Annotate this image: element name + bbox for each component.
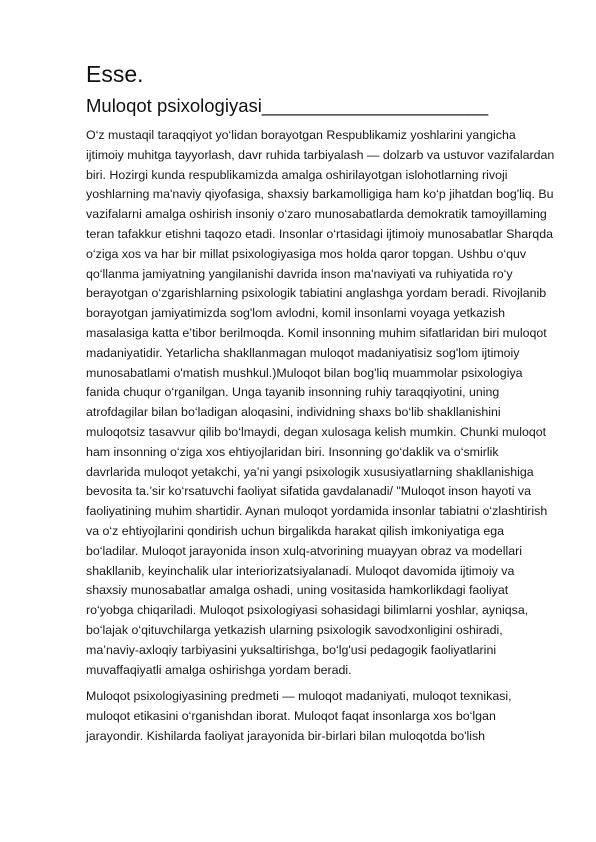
document-page (86, 60, 556, 754)
document-title: Esse. (86, 61, 144, 87)
body-paragraph-2: Muloqot psixologiyasining predmeti — muloqot madaniyati, muloqot texnikasi, muloqot etikasini o‘rganishdan iborat. Muloqot faqat insonlarga xos bo‘lgan jarayondir. Kishilarda faoliyat jarayonida bir-birlari bilan muloqotda bo'lish (86, 689, 512, 743)
body-paragraph-1: O‘z mustaqil taraqqiyot yo‘lidan borayotgan Respublikamiz yoshlarini yangicha ijtimoiy muhitga tayyorlash, davr ruhida tarbiyalash — dolzarb va ustuvor vazifalardan biri. Hozirgi kunda respublikamizda amalga oshirilayotgan islohotlarning rivoji yoshlarning ma'naviy qiyofasiga, shaxsiy barkamolligiga ham ko‘p jihatdan bog'liq. Bu vazifalarni amalga oshirish insoniy o‘zaro munosabatlarda demokratik tamoyillaming teran tafakkur etishni taqozo etadi. Insonlar o‘rtasidagi ijtimoiy munosabatlar Sharqda o‘ziga xos va har bir millat psixologiyasiga mos holda qaror topgan. Ushbu o‘quv qo‘llanma jamiyatning yangilanishi davrida inson ma'naviyati va ruhiyatida ro‘y berayotgan o‘zgarishlarning psixologik tabiatini anglashga yordam beradi. Rivojlanib borayotgan jamiyatimizda sog'lom avlodni, komil insonlami voyaga yetkazish masalasiga katta e’tibor berilmoqda. Komil insonning muhim sifatlaridan biri muloqot madaniyatidir. Yetarlicha shakllanmagan muloqot madaniyatisiz sog'lom ijtimoiy munosabatlami o'matish mushkul.)Muloqot bilan bog'liq muammolar psixologiya fanida chuqur o‘rganilgan. Unga tayanib insonning ruhiy taraqqiyotini, uning atrofdagilar bilan bo‘ladigan aloqasini, individning shaxs bo‘lib shakllanishini muloqotsiz tasavvur qilib bo‘lmaydi, degan xulosaga kelish mumkin. Chunki muloqot ham insonning o‘ziga xos ehtiyojlaridan biri. Insonning go‘daklik va o‘smirlik davrlarida muloqot yetakchi, ya’ni yangi psixologik xususiyatlarning shakllanishiga bevosita ta.’sir ko‘rsatuvchi faoliyat sifatida gavdalanadi/ "Muloqot inson hayoti va faoliyatining muhim shartidir. Aynan muloqot yordamida insonlar tabiatni o‘zlashtirish va o‘z ehtiyojlarini qondirish uchun birgalikda harakat qilish imkoniyatiga ega bo‘ladilar. Muloqot jarayonida inson xulq-atvorining muayyan obraz va modellari shakllanib, keyinchalik ular interiorizatsiyalanadi. Muloqot davomida ijtimoiy va shaxsiy munosabatlar amalga oshadi, uning vositasida hamkorlikdagi faoliyat ro‘yobga chiqariladi. Muloqot psixologiyasi sohasidagi bilimlarni yoshlar, ayniqsa, bo‘lajak o‘qituvchilarga yetkazish ularning psixologik savodxonligini oshiradi, ma’naviy-axloqiy tarbiyasini yuksaltirishga, bo‘lg'usi pedagogik faoliyatlarini muvaffaqiyatli amalga oshirishga yordam beradi. (86, 128, 555, 677)
document-subtitle: Muloqot psixologiyasi______________________ (86, 95, 489, 116)
